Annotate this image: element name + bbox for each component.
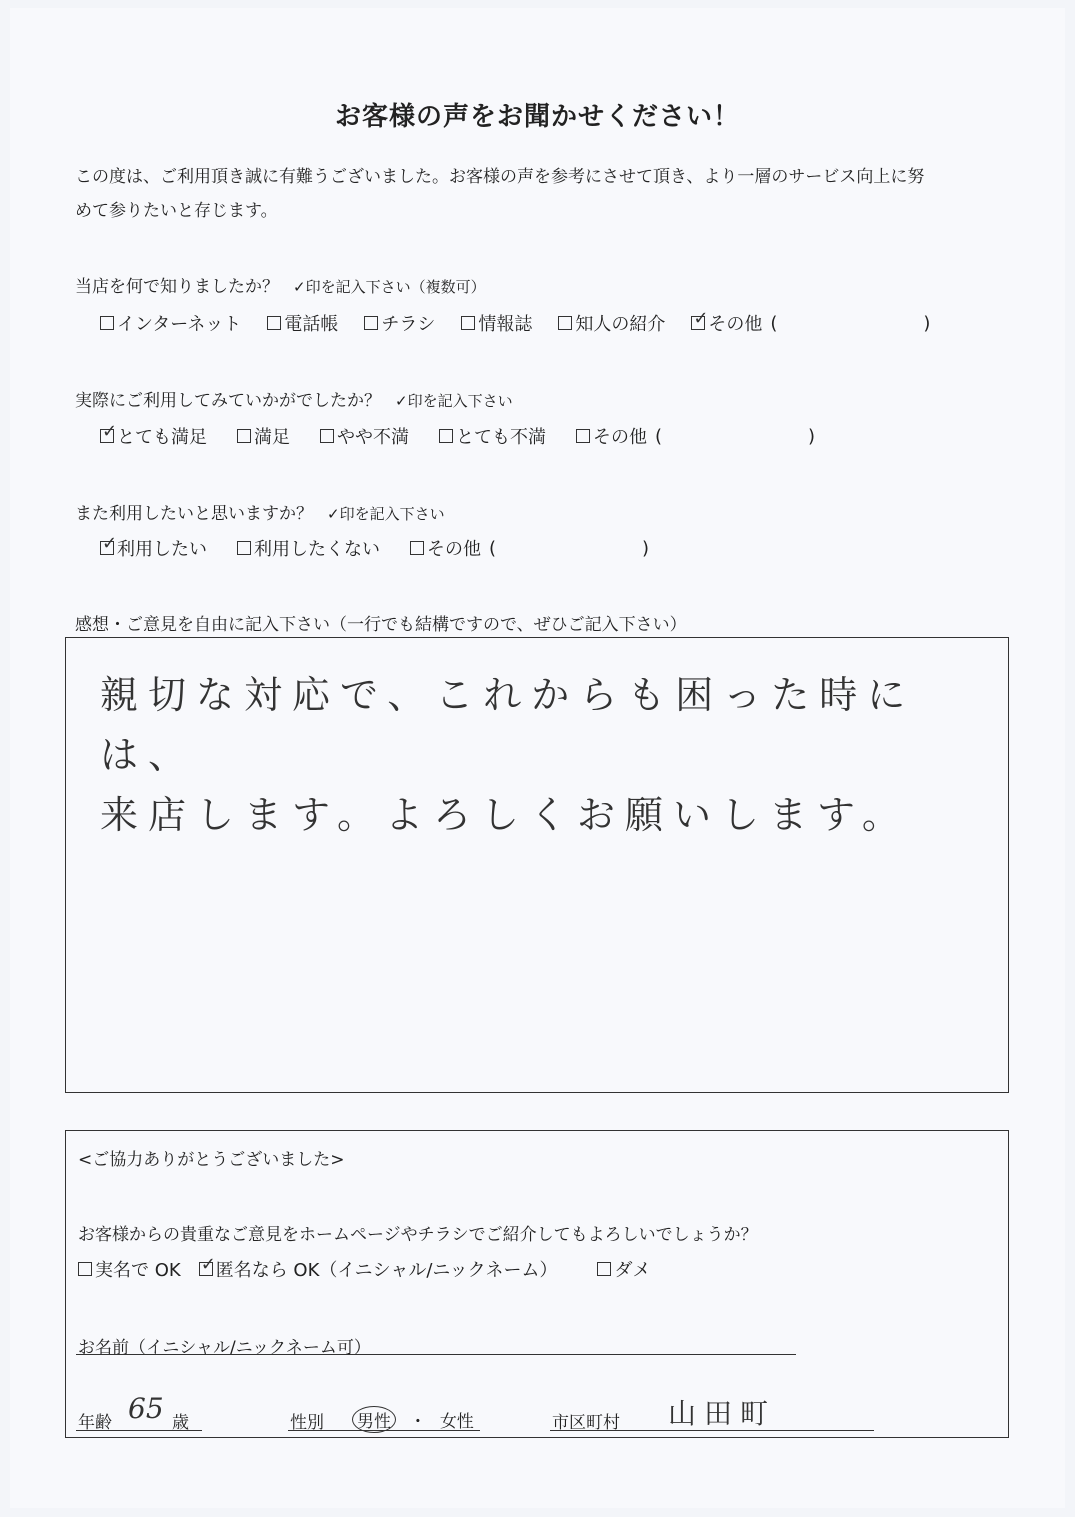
question-1: [75, 272, 486, 297]
age-label: 年齢: [78, 1413, 112, 1433]
city-field-line[interactable]: [550, 1430, 874, 1431]
thanks-text: <ご協力ありがとうございました>: [78, 1150, 345, 1170]
q1-option-other[interactable]: ✓ その他 ( ): [691, 310, 930, 336]
city-value: 山田町: [668, 1397, 777, 1430]
gender-field-line: [288, 1430, 480, 1431]
checkbox-checked[interactable]: [199, 1262, 213, 1276]
question-3: [75, 499, 445, 524]
gender-separator: ・: [409, 1412, 427, 1432]
checkbox[interactable]: [461, 316, 475, 330]
checkbox[interactable]: [558, 316, 572, 330]
q1-option-magazine[interactable]: 情報誌: [461, 310, 532, 336]
q2-option-somewhat-dissatisfied[interactable]: やや不満: [320, 423, 409, 449]
checkbox[interactable]: [410, 541, 424, 555]
checkbox[interactable]: [237, 541, 251, 555]
q2-option-other[interactable]: その他 ( ): [576, 423, 815, 449]
checkbox[interactable]: [597, 1262, 611, 1276]
question-3-text: また利用したいと思いますか？: [75, 504, 313, 524]
consent-option-real-name[interactable]: 実名で OK: [78, 1256, 181, 1282]
comment-prompt: 感想・ご意見を自由に記入下さい（一行でも結構ですので、ぜひご記入下さい）: [75, 615, 687, 635]
q2-option-satisfied[interactable]: 満足: [237, 423, 290, 449]
checkbox-checked[interactable]: [100, 429, 114, 443]
gender-label: 性別: [290, 1413, 324, 1433]
comment-line-2: 来店します。よろしくお願いします。: [100, 793, 910, 837]
checkbox[interactable]: [267, 316, 281, 330]
question-3-options: [100, 535, 675, 561]
intro-line-2: めて参りたいと存じます。: [75, 201, 278, 221]
q1-option-internet[interactable]: インターネット: [100, 310, 241, 336]
consent-option-anonymous[interactable]: ✓ 匿名なら OK（イニシャル/ニックネーム）: [199, 1256, 558, 1282]
checkbox[interactable]: [78, 1262, 92, 1276]
gender-male-circled[interactable]: 男性: [352, 1406, 396, 1433]
comment-line-1: 親切な対応で、これからも困った時には、: [100, 673, 916, 777]
q2-option-very-dissatisfied[interactable]: とても不満: [439, 423, 546, 449]
intro-text: [75, 160, 1015, 228]
q1-option-referral[interactable]: 知人の紹介: [558, 310, 665, 336]
age-unit: 歳: [172, 1413, 189, 1433]
q1-option-phonebook[interactable]: 電話帳: [267, 310, 338, 336]
checkbox[interactable]: [320, 429, 334, 443]
checkbox[interactable]: [576, 429, 590, 443]
consent-question: お客様からの貴重なご意見をホームページやチラシでご紹介してもよろしいでしょうか？: [78, 1225, 758, 1245]
checkbox-checked[interactable]: [691, 316, 705, 330]
checkbox[interactable]: [100, 316, 114, 330]
name-label: お名前（イニシャル/ニックネーム可）: [78, 1338, 371, 1358]
q3-option-no[interactable]: 利用したくない: [237, 535, 380, 561]
age-field-line[interactable]: [76, 1430, 202, 1431]
question-2-note: ✓印を記入下さい: [395, 392, 513, 410]
checkbox-checked[interactable]: [100, 541, 114, 555]
question-1-text: 当店を何で知りましたか？: [75, 277, 279, 297]
city-label: 市区町村: [552, 1413, 620, 1433]
name-field-line[interactable]: [76, 1354, 796, 1355]
q3-option-other[interactable]: その他 ( ): [410, 535, 649, 561]
consent-section: [65, 1130, 1009, 1438]
age-value: 65: [128, 1392, 164, 1425]
gender-female[interactable]: 女性: [439, 1412, 474, 1432]
q2-option-very-satisfied[interactable]: ✓ とても満足: [100, 423, 207, 449]
question-2: [75, 386, 513, 411]
question-2-text: 実際にご利用してみていかがでしたか？: [75, 391, 381, 411]
checkbox[interactable]: [237, 429, 251, 443]
checkbox[interactable]: [439, 429, 453, 443]
consent-option-no[interactable]: ダメ: [597, 1256, 650, 1282]
question-1-options: [100, 310, 956, 336]
question-3-note: ✓印を記入下さい: [327, 505, 445, 523]
question-2-options: [100, 423, 841, 449]
checkbox[interactable]: [364, 316, 378, 330]
q1-option-flyer[interactable]: チラシ: [364, 310, 435, 336]
consent-options: [78, 1256, 676, 1282]
q3-option-yes[interactable]: ✓ 利用したい: [100, 535, 207, 561]
comment-handwritten-text: [100, 665, 980, 845]
intro-line-1: この度は、ご利用頂き誠に有難うございました。お客様の声を参考にさせて頂き、より一層のサービス向上に努: [75, 167, 925, 187]
gender-options: [352, 1406, 474, 1433]
page-title: お客様の声をお聞かせください！: [334, 102, 740, 132]
question-1-note: ✓印を記入下さい（複数可）: [293, 278, 486, 296]
